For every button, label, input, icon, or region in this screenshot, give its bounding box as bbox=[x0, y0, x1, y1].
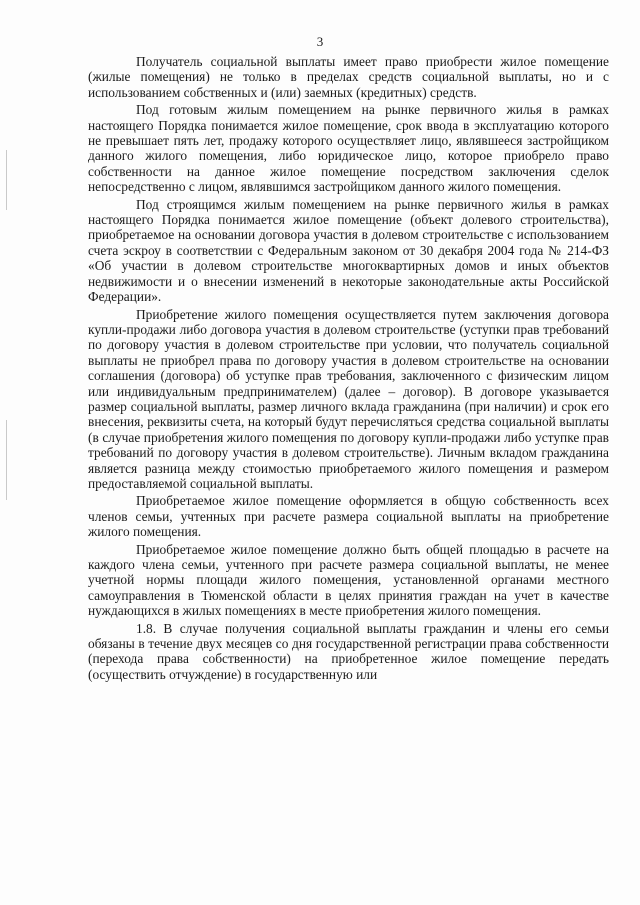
paragraph-ready-housing: Под готовым жилым помещением на рынке первичного жилья в рамках настоящего Порядка понимается жилое помещение, срок ввода в эксплуатацию которого не превышает пять лет, продажу которого осуществляет лицо, являвшееся застройщиком данного жилого помещения, либо юридическое лицо, которое приобрело право собственности на данное жилое помещение посредством заключения сделок непосредственно с лицом, являвшимся застройщиком данного жилого помещения. bbox=[88, 102, 609, 195]
paragraph-own-funds: Получатель социальной выплаты имеет право приобрести жилое помещение (жилые помещения) не только в пределах средств социальной выплаты, но и с использованием собственных и (или) заемных (кредитных) средств. bbox=[88, 54, 609, 100]
scan-margin-mark bbox=[6, 150, 7, 210]
document-body bbox=[88, 54, 609, 684]
paragraph-under-construction: Под строящимся жилым помещением на рынке первичного жилья в рамках настоящего Порядка понимается жилое помещение (объект долевого строительства), приобретаемое на основании договора участия в долевом строительстве с использованием счета эскроу в соответствии с Федеральным законом от 30 декабря 2004 года № 214-ФЗ «Об участии в долевом строительстве многоквартирных домов и иных объектов недвижимости и о внесении изменений в некоторые законодательные акты Российской Федерации». bbox=[88, 196, 609, 305]
paragraph-clause-1-8: 1.8. В случае получения социальной выплаты гражданин и члены его семьи обязаны в течение двух месяцев со дня государственной регистрации права собственности (перехода права собственности) на приобретенное жилое помещение передать (осуществить отчуждение) в государственную или bbox=[88, 620, 609, 682]
page-number: 3 bbox=[316, 34, 324, 49]
paragraph-area-norm: Приобретаемое жилое помещение должно быть общей площадью в расчете на каждого члена семьи, учтенного при расчете размера социальной выплаты, не менее учетной нормы площади жилого помещения, установленной органами местного самоуправления в Тюменской области в целях принятия граждан на учет в качестве нуждающихся в жилых помещениях в месте приобретения жилого помещения. bbox=[88, 541, 609, 619]
scan-margin-mark bbox=[6, 420, 7, 500]
paragraph-acquisition-contract: Приобретение жилого помещения осуществляется путем заключения договора купли-продажи либо договора участия в долевом строительстве (уступки прав требований по договору участия в долевом строительстве при условии, что получатель социальной выплаты не приобрел права по договору участия в долевом строительстве на основании соглашения (договора) об уступке прав требования, заключенного с физическим лицом или индивидуальным предпринимателем) (далее – договор). В договоре указывается размер социальной выплаты, размер личного вклада гражданина (при наличии) и срок его внесения, реквизиты счета, на который будут перечисляться средства социальной выплаты (в случае приобретения жилого помещения по договору купли-продажи либо уступке прав требований по договору участия в долевом строительстве). Личным вкладом гражданина является разница между стоимостью приобретаемого жилого помещения и размером предоставляемой социальной выплаты. bbox=[88, 306, 609, 491]
paragraph-common-ownership: Приобретаемое жилое помещение оформляется в общую собственность всех членов семьи, учтенных при расчете размера социальной выплаты на приобретение жилого помещения. bbox=[88, 493, 609, 540]
